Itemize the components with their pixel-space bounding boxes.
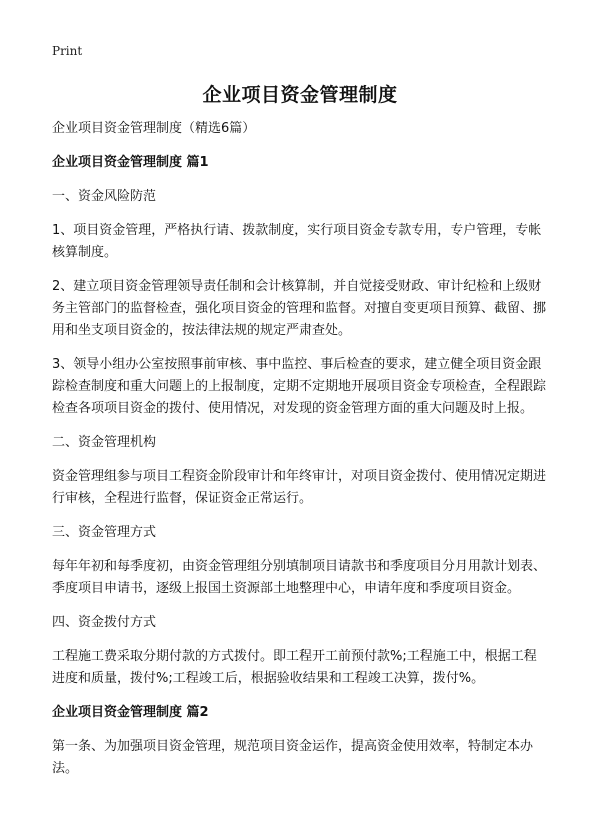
page-title: 企业项目资金管理制度 bbox=[202, 84, 398, 106]
paragraph: 1、项目资金管理，严格执行请、拨款制度，实行项目资金专款专用，专户管理，专帐核算制度。 bbox=[52, 223, 542, 260]
document-body bbox=[52, 118, 548, 792]
document-subtitle: 企业项目资金管理制度（精选6篇） bbox=[52, 121, 256, 136]
article-heading-1: 企业项目资金管理制度 篇1 bbox=[52, 155, 209, 170]
paragraph: 工程施工费采取分期付款的方式拨付。即工程开工前预付款%;工程施工中，根据工程进度和质量，拨付%;工程竣工后，根据验收结果和工程竣工决算，拨付%。 bbox=[52, 649, 537, 686]
section-title-2: 二、资金管理机构 bbox=[52, 435, 157, 450]
print-link[interactable]: Print bbox=[52, 44, 83, 58]
paragraph: 2、建立项目资金管理领导责任制和会计核算制，并自觉接受财政、审计纪检和上级财务主管部门的监督检查，强化项目资金的管理和监督。对擅自变更项目预算、截留、挪用和坐支项目资金的，按法律法规的规定严肃查处。 bbox=[52, 279, 547, 338]
section-title-3: 三、资金管理方式 bbox=[52, 525, 157, 540]
paragraph: 3、领导小组办公室按照事前审核、事中监控、事后检查的要求，建立健全项目资金跟踪检查制度和重大问题上的上报制度，定期不定期地开展项目资金专项检查，全程跟踪检查各项项目资金的拨付、使用情况，对发现的资金管理方面的重大问题及时上报。 bbox=[52, 357, 547, 416]
paragraph: 每年年初和每季度初，由资金管理组分别填制项目请款书和季度项目分月用款计划表、季度项目申请书，逐级上报国土资源部土地整理中心，申请年度和季度项目资金。 bbox=[52, 559, 547, 596]
paragraph: 资金管理组参与项目工程资金阶段审计和年终审计，对项目资金拨付、使用情况定期进行审核，全程进行监督，保证资金正常运行。 bbox=[52, 469, 547, 506]
section-title-1: 一、资金风险防范 bbox=[52, 189, 157, 204]
section-title-4: 四、资金拨付方式 bbox=[52, 615, 157, 630]
article-heading-2: 企业项目资金管理制度 篇2 bbox=[52, 705, 209, 720]
paragraph: 第一条、为加强项目资金管理，规范项目资金运作，提高资金使用效率，特制定本办法。 bbox=[52, 739, 534, 776]
